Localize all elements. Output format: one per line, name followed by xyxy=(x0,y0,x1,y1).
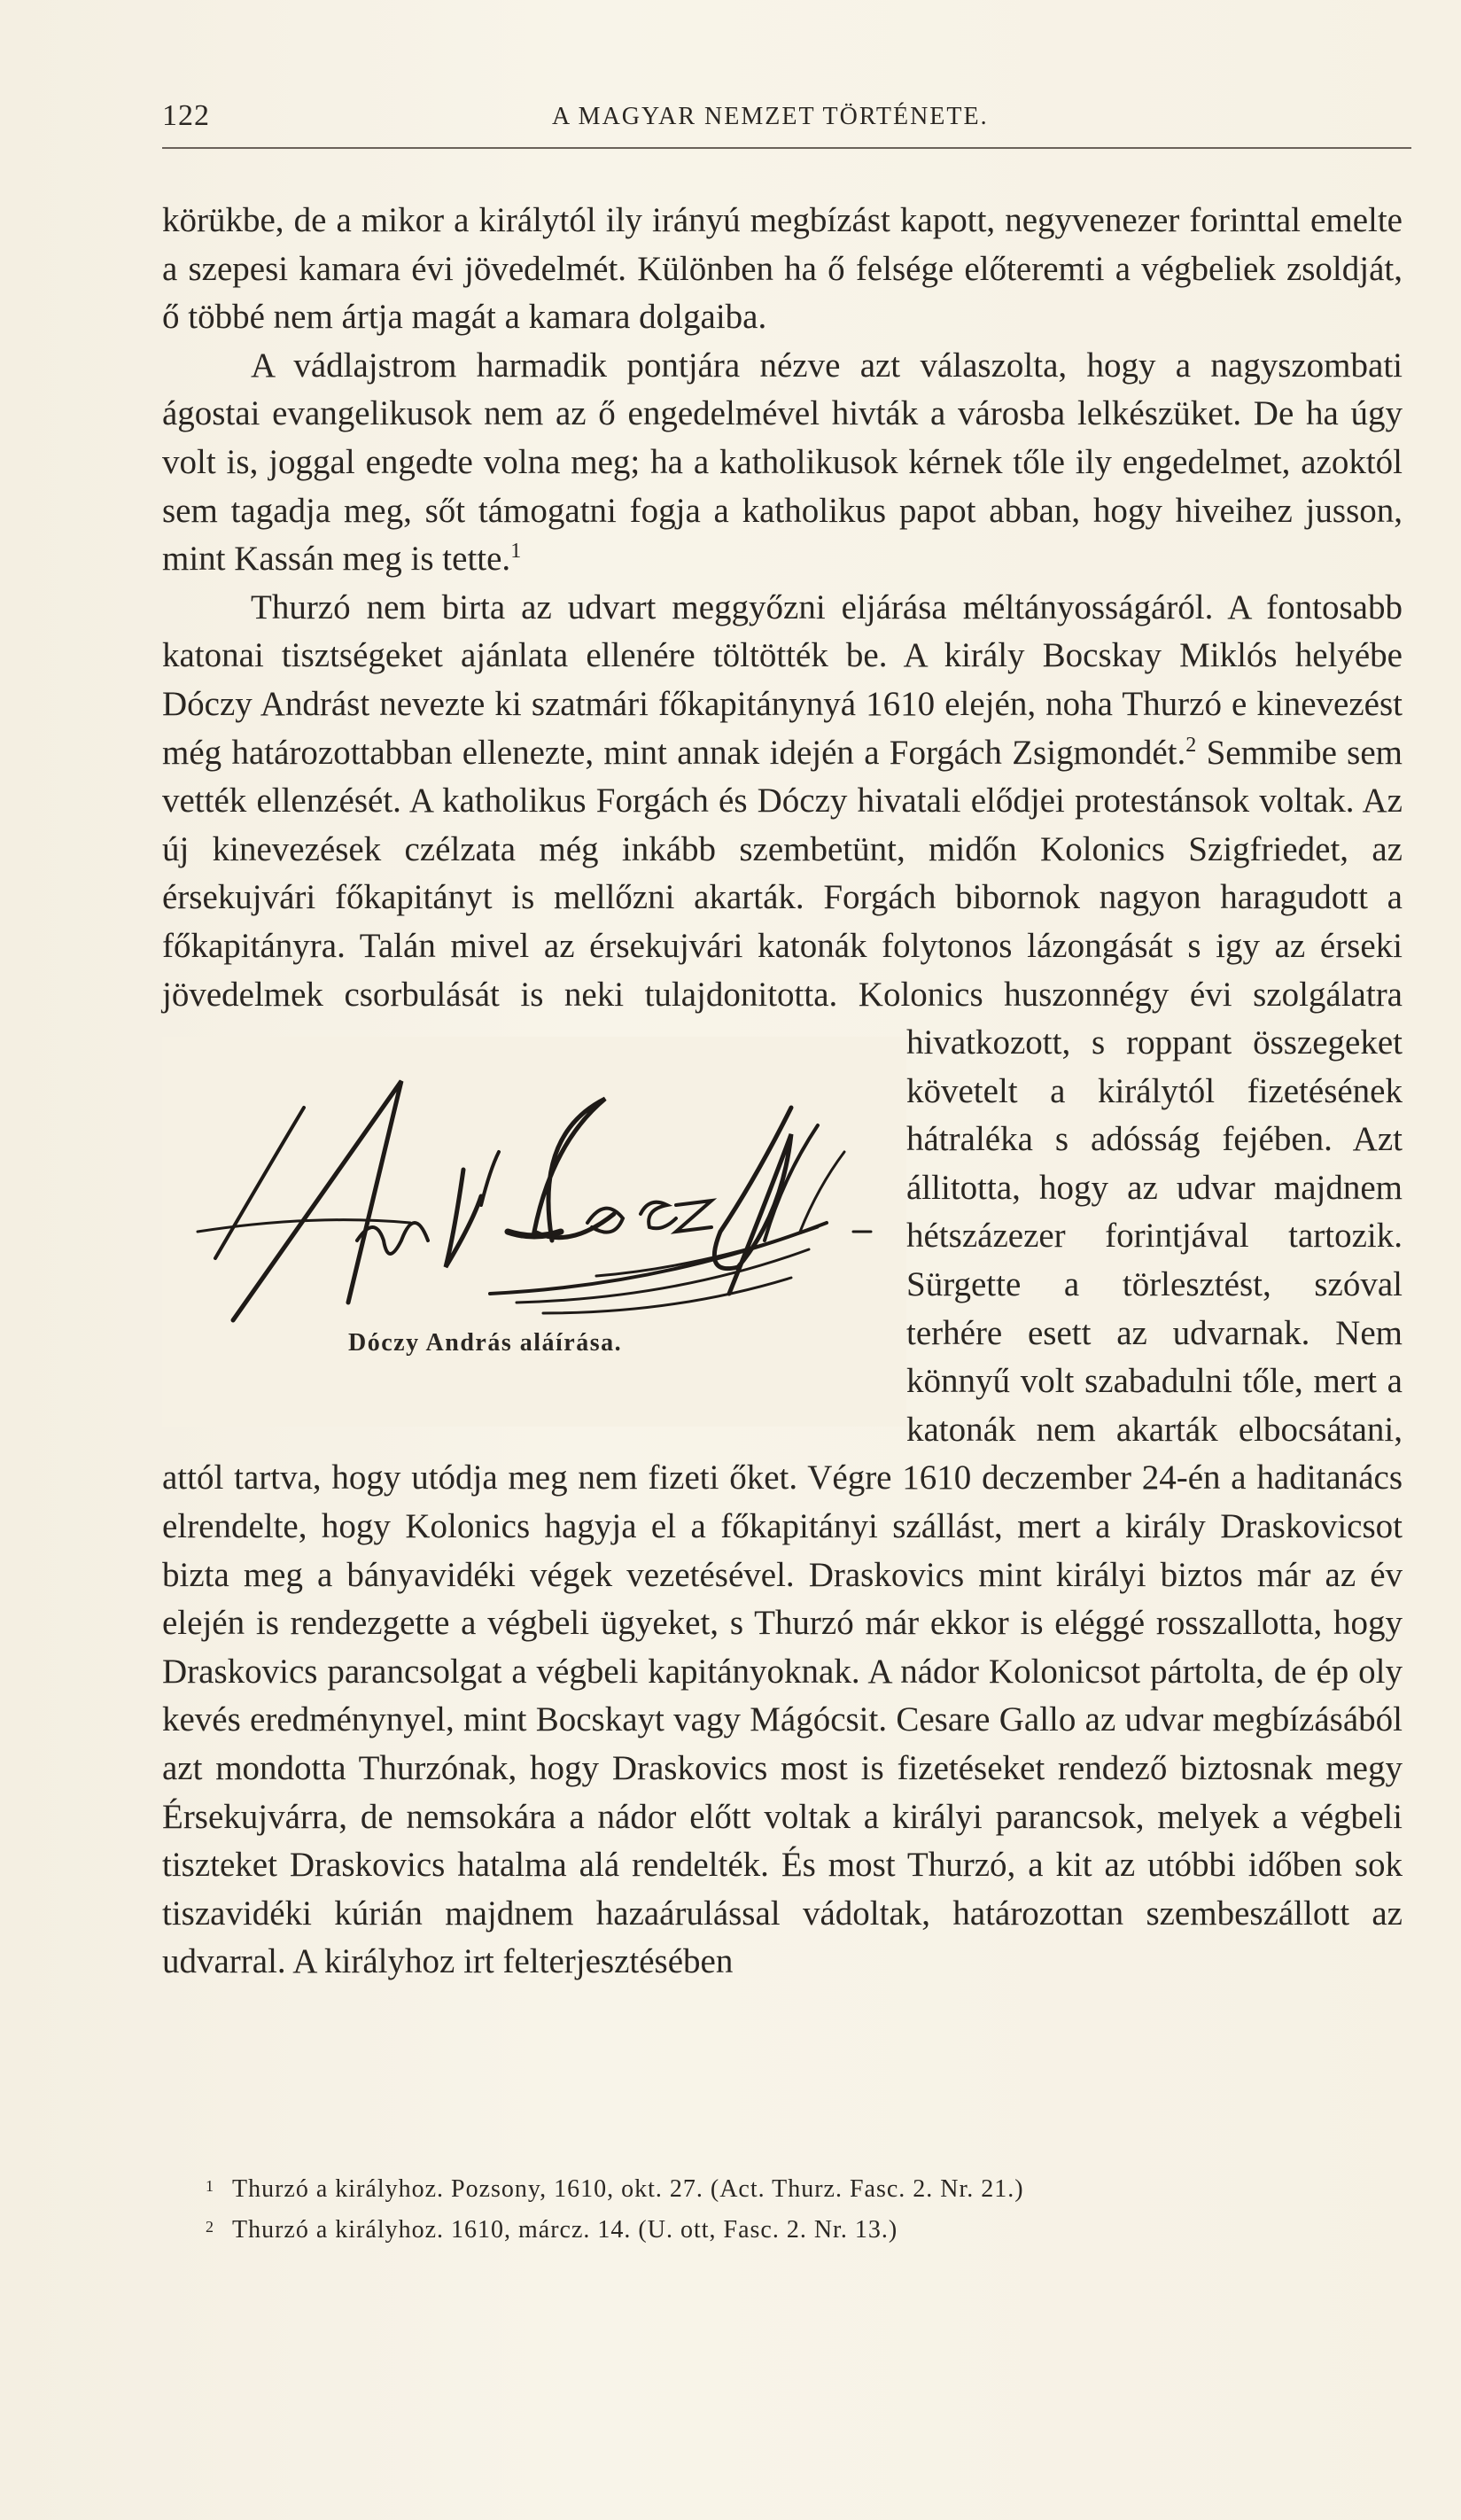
paragraph-3: Thurzó nem birta az udvart meggyőzni eljárása méltányosságáról. A fontosabb katonai tisztségeket ajánlata ellenére töltötték be. A király Bocskay Miklós helyébe Dóczy Andrást nevezte ki szatmári főkapitánynyá 1610 elején, noha Thurzó e kinevezést még határozottabban ellenezte, mint annak idején a Forgách Zsigmondét.$^2$ Semmibe sem vették ellenzését. A katholikus Forgách és Dóczy hivatali elődjei protestánsok voltak. Az új kinevezések czélzata még inkább szembetünt, midőn Kolonics Szigfriedet, az érsekujvári főkapitányt is mellőzni akarták. Forgách bibornok nagyon haragudott a főkapitányra. Talán mivel az érsekujvári katonák folytonos lázongását s igy az érseki jövedelmek csorbulását is neki tulajdonitotta. Kolonics huszonnégy évi szolgálatra hivatkozott, s roppant összegeket követelt a királytól fizetésének hátraléka s adósság fejében. Azt állitotta, hogy az udvar majdnem hétszázezer forintjával tartozik. Sürgette a törlesztést, szóval terhére esett az udvarnak. Nem könnyű volt szabadulni tőle, mert a katonák nem akarták elbocsátani, attól tartva, hogy utódja meg nem fizeti őket. Végre 1610 deczember 24-én a haditanács elrendelte, hogy Kolonics hagyja el a főkapitányi szállást, mert a király Draskovicsot bizta meg a bányavidéki végek vezetésével. Draskovics mint királyi biztos már az év elején is rendezgette a végbeli ügyeket, s Thurzó már ekkor is eléggé rosszallotta, hogy Draskovics parancsolgat a végbeli kapitányoknak. A nádor Kolonicsot pártolta, de ép oly kevés eredménynyel, mint Bocskayt vagy Mágócsit. Cesare Gallo az udvar megbízásából azt mondotta Thurzónak, hogy Draskovics most is fizetéseket rendező biztosnak megy Érsekujvárra, de nemsokára a nádor előtt voltak a királyi parancsok, melyek a végbeli tiszteket Draskovics hatalma alá rendelték. És most Thurzó, a kit az utóbbi időben sok tiszavidéki kúrián majdnem hazaárulással vádoltak, határozottan szembeszállott az udvarral. A királyhoz irt felterjesztésében xyxy=(162,587,1403,1981)
page-number: 122 xyxy=(162,99,210,132)
header-rule xyxy=(162,147,1411,149)
footnote-1 xyxy=(206,2169,1402,2210)
figure-caption: Dóczy András aláírása. xyxy=(348,1329,623,1357)
paragraph-1: körükbe, de a mikor a királytól ily irányú megbízást kapott, negyvenezer forinttal emelte a szepesi kamara évi jövedelmét. Különben ha ő felsége előteremti a végbeliek zsoldját, ő többé nem ártja magát a kamara dolgaiba. xyxy=(162,201,1403,337)
signature-image xyxy=(180,1054,889,1356)
footnote-mark-1: 1 xyxy=(206,2177,214,2195)
footnote-ref-1: 1 xyxy=(510,540,522,564)
running-title: A MAGYAR NEMZET TÖRTÉNETE. xyxy=(552,103,989,130)
footnote-text-1: Thurzó a királyhoz. Pozsony, 1610, okt. 27. (Act. Thurz. Fasc. 2. Nr. 21.) xyxy=(232,2175,1024,2203)
footnotes xyxy=(206,2169,1402,2251)
paragraph-2: A vádlajstrom harmadik pontjára nézve azt válaszolta, hogy a nagyszombati ágostai evangelikusok nem az ő engedelmével hivták a városba lelkészüket. De ha úgy volt is, joggal engedte volna meg; ha a katholikusok kérnek tőle ily engedelmet, azoktól sem tagadja meg, sőt támogatni fogja a katholikus papot abban, hogy hiveihez jusson, mint Kassán meg is tette.$^1$ xyxy=(162,346,1403,579)
footnote-ref-2: 2 xyxy=(1185,733,1197,757)
signature-figure xyxy=(162,1037,906,1427)
footnote-text-2: Thurzó a királyhoz. 1610, márcz. 14. (U. ott, Fasc. 2. Nr. 13.) xyxy=(232,2216,898,2244)
footnote-2 xyxy=(206,2210,1402,2251)
page-header xyxy=(162,99,1403,144)
paragraph-3-continued: Semmibe sem vették ellenzését. A katholikus Forgách és Dóczy hivatali elődjei protestánsok voltak. Az új kinevezések czélzata még inkább szembetünt, midőn Kolonics Szigfriedet, az érsekujvári főkapitányt is mellőzni akarták. Forgách bibornok nagyon haragudott a főkapitányra. Talán mivel az érsekujvári katonák folytonos lázongását s igy az érseki jövedelmek csorbulását is neki tulajdonitotta. Kolonics huszonnégy évi szolgálatra hivatkozott, s roppant összegeket követelt a királytól fizetésének hátraléka s adósság fejében. Azt állitotta, hogy az udvar majdnem hétszázezer forintjával tartozik. Sürgette a törlesztést, szóval terhére esett az udvarnak. Nem könnyű volt szabadulni tőle, mert a katonák nem akarták elbocsátani, attól tartva, hogy utódja meg nem fizeti őket. Végre 1610 deczember 24-én a haditanács elrendelte, hogy Kolonics hagyja el a főkapitányi szállást, mert a király Draskovicsot bizta meg a bányavidéki végek vezetésével. Draskovics mint királyi biztos már az év elején is rendezgette a végbeli ügyeket, s Thurzó már ekkor is eléggé rosszallotta, hogy Draskovics parancsolgat a végbeli kapitányoknak. A nádor Kolonicsot pártolta, de ép oly kevés eredménynyel, mint Bocskayt vagy Mágócsit. Cesare Gallo az udvar megbízásából azt mondotta Thurzónak, hogy Draskovics most is fizetéseket rendező biztosnak megy Érsekujvárra, de nemsokára a nádor előtt voltak a királyi parancsok, melyek a végbeli tiszteket Draskovics hatalma alá rendelték. És most Thurzó, a kit az utóbbi időben sok tiszavidéki kúrián majdnem hazaárulással vádoltak, határozottan szembeszállott az udvarral. A királyhoz irt felterjesztésében xyxy=(162,733,1403,1981)
footnote-mark-2: 2 xyxy=(206,2218,214,2236)
